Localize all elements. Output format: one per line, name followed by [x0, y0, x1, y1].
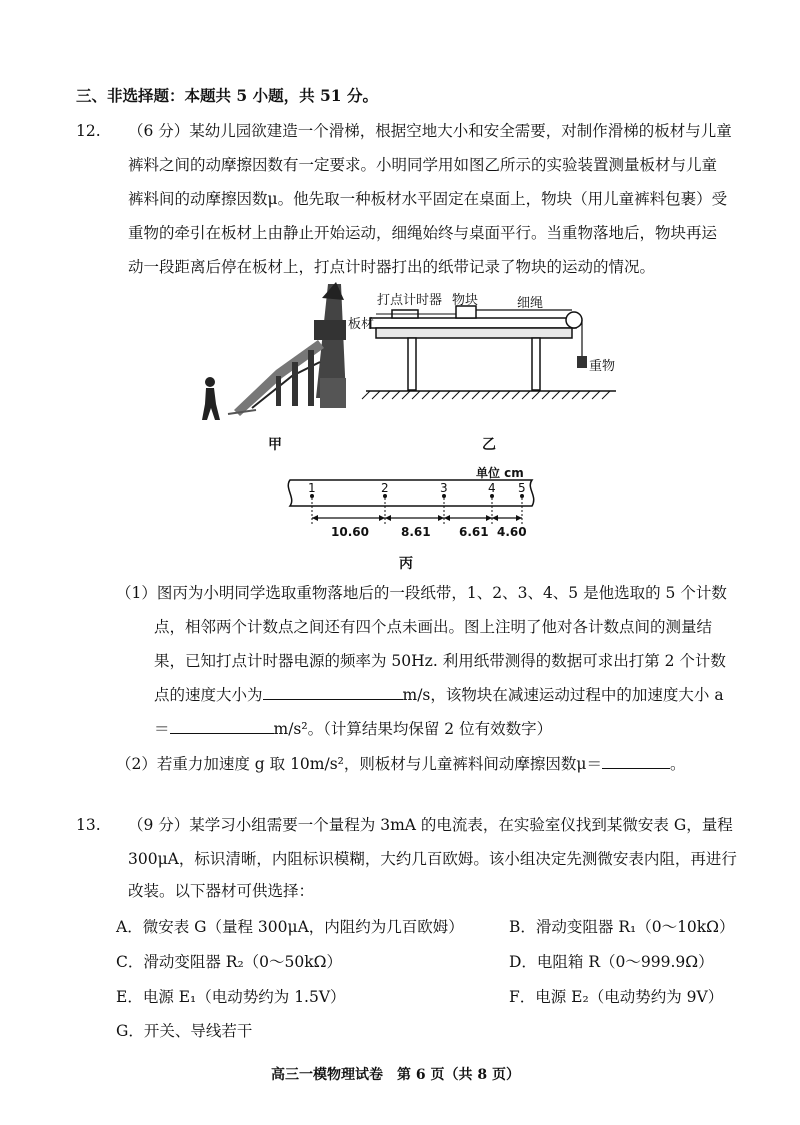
q12-part2-prompt: （2）若重力加速度 g 取 10m/s²，则板材与儿童裤料间动摩擦因数μ＝	[116, 755, 602, 773]
tape-point-1: 1	[308, 481, 316, 495]
q13-option-d: D．电阻箱 R（0～999.9Ω）	[509, 953, 714, 971]
q12-intro-line-1: （6 分）某幼儿园欲建造一个滑梯，根据空地大小和安全需要，对制作滑梯的板材与儿童	[128, 122, 732, 140]
answer-blank-acceleration[interactable]	[170, 719, 274, 734]
q12-part1-line-5	[154, 719, 552, 739]
q12-part1-line-4	[154, 685, 724, 705]
figure-label-yi: 乙	[482, 437, 496, 453]
section-header: 三、非选择题：本题共 5 小题，共 51 分。	[76, 86, 378, 105]
q12-number: 12.	[76, 122, 101, 140]
q13-option-g: G．开关、导线若干	[116, 1022, 253, 1040]
tape-point-3: 3	[440, 481, 448, 495]
q13-option-c: C．滑动变阻器 R₂（0～50kΩ）	[116, 953, 342, 971]
answer-blank-velocity[interactable]	[263, 685, 403, 700]
label-rope: 细绳	[517, 296, 544, 311]
q13-number: 13.	[76, 816, 101, 834]
q13-option-e: E．电源 E₁（电动势约为 1.5V）	[116, 988, 346, 1006]
q12-intro-line-4: 重物的牵引在板材上由静止开始运动，细绳始终与桌面平行。当重物落地后，物块再运	[128, 224, 718, 242]
label-timer: 打点计时器	[377, 293, 443, 308]
q13-option-a: A．微安表 G（量程 300μA，内阻约为几百欧姆）	[116, 918, 464, 936]
figure-jia-slide	[196, 280, 356, 430]
tape-distance-1-2: 10.60	[331, 525, 369, 539]
tape-distance-4-5: 4.60	[497, 525, 527, 539]
q12-part1-line-3: 果，已知打点计时器电源的频率为 50Hz. 利用纸带测得的数据可求出打第 2 个计数	[154, 652, 726, 670]
tape-point-4: 4	[488, 481, 496, 495]
q12-intro-line-3: 裤料间的动摩擦因数μ。他先取一种板材水平固定在桌面上，物块（用儿童裤料包裹）受	[128, 190, 728, 208]
q12-part1-accel-equals: ＝	[154, 720, 170, 738]
q12-intro-line-2: 裤料之间的动摩擦因数有一定要求。小明同学用如图乙所示的实验装置测量板材与儿童	[128, 156, 718, 174]
q12-part1-velocity-unit: m/s，该物块在减速运动过程中的加速度大小 a	[402, 686, 724, 704]
page-footer: 高三一模物理试卷 第 6 页（共 8 页）	[271, 1067, 520, 1083]
label-board: 板材	[348, 317, 375, 332]
label-weight: 重物	[589, 359, 616, 374]
q12-part1-velocity-prompt: 点的速度大小为	[154, 686, 263, 704]
q12-part1-line-1: （1）图丙为小明同学选取重物落地后的一段纸带，1、2、3、4、5 是他选取的 5 个计数	[116, 584, 727, 602]
q12-part2-line	[116, 754, 685, 774]
label-block: 物块	[452, 293, 479, 308]
answer-blank-friction-coefficient[interactable]	[602, 754, 670, 769]
q13-intro-line-1: （9 分）某学习小组需要一个量程为 3mA 的电流表，在实验室仪找到某微安表 G，量程	[128, 816, 733, 834]
q13-intro-line-2: 300μA，标识清晰，内阻标识模糊，大约几百欧姆。该小组决定先测微安表内阻，再进行	[128, 850, 737, 868]
q13-option-b: B．滑动变阻器 R₁（0～10kΩ）	[509, 918, 735, 936]
q12-part2-end: 。	[669, 755, 686, 773]
tape-point-2: 2	[381, 481, 389, 495]
q12-part1-line-2: 点，相邻两个计数点之间还有四个点未画出。图上注明了他对各计数点间的测量结	[154, 618, 713, 636]
figure-label-bing: 丙	[399, 556, 413, 572]
tape-unit-label: 单位 cm	[476, 466, 524, 480]
figure-label-jia: 甲	[268, 437, 282, 453]
tape-distance-3-4: 6.61	[459, 525, 489, 539]
q13-intro-line-3: 改装。以下器材可供选择：	[128, 882, 315, 900]
q12-part1-accel-unit: m/s²。（计算结果均保留 2 位有效数字）	[273, 720, 553, 738]
q12-intro-line-5: 动一段距离后停在板材上，打点计时器打出的纸带记录了物块的运动的情况。	[128, 258, 656, 276]
q13-option-f: F．电源 E₂（电动势约为 9V）	[509, 988, 724, 1006]
tape-point-5: 5	[518, 481, 526, 495]
tape-distance-2-3: 8.61	[401, 525, 431, 539]
